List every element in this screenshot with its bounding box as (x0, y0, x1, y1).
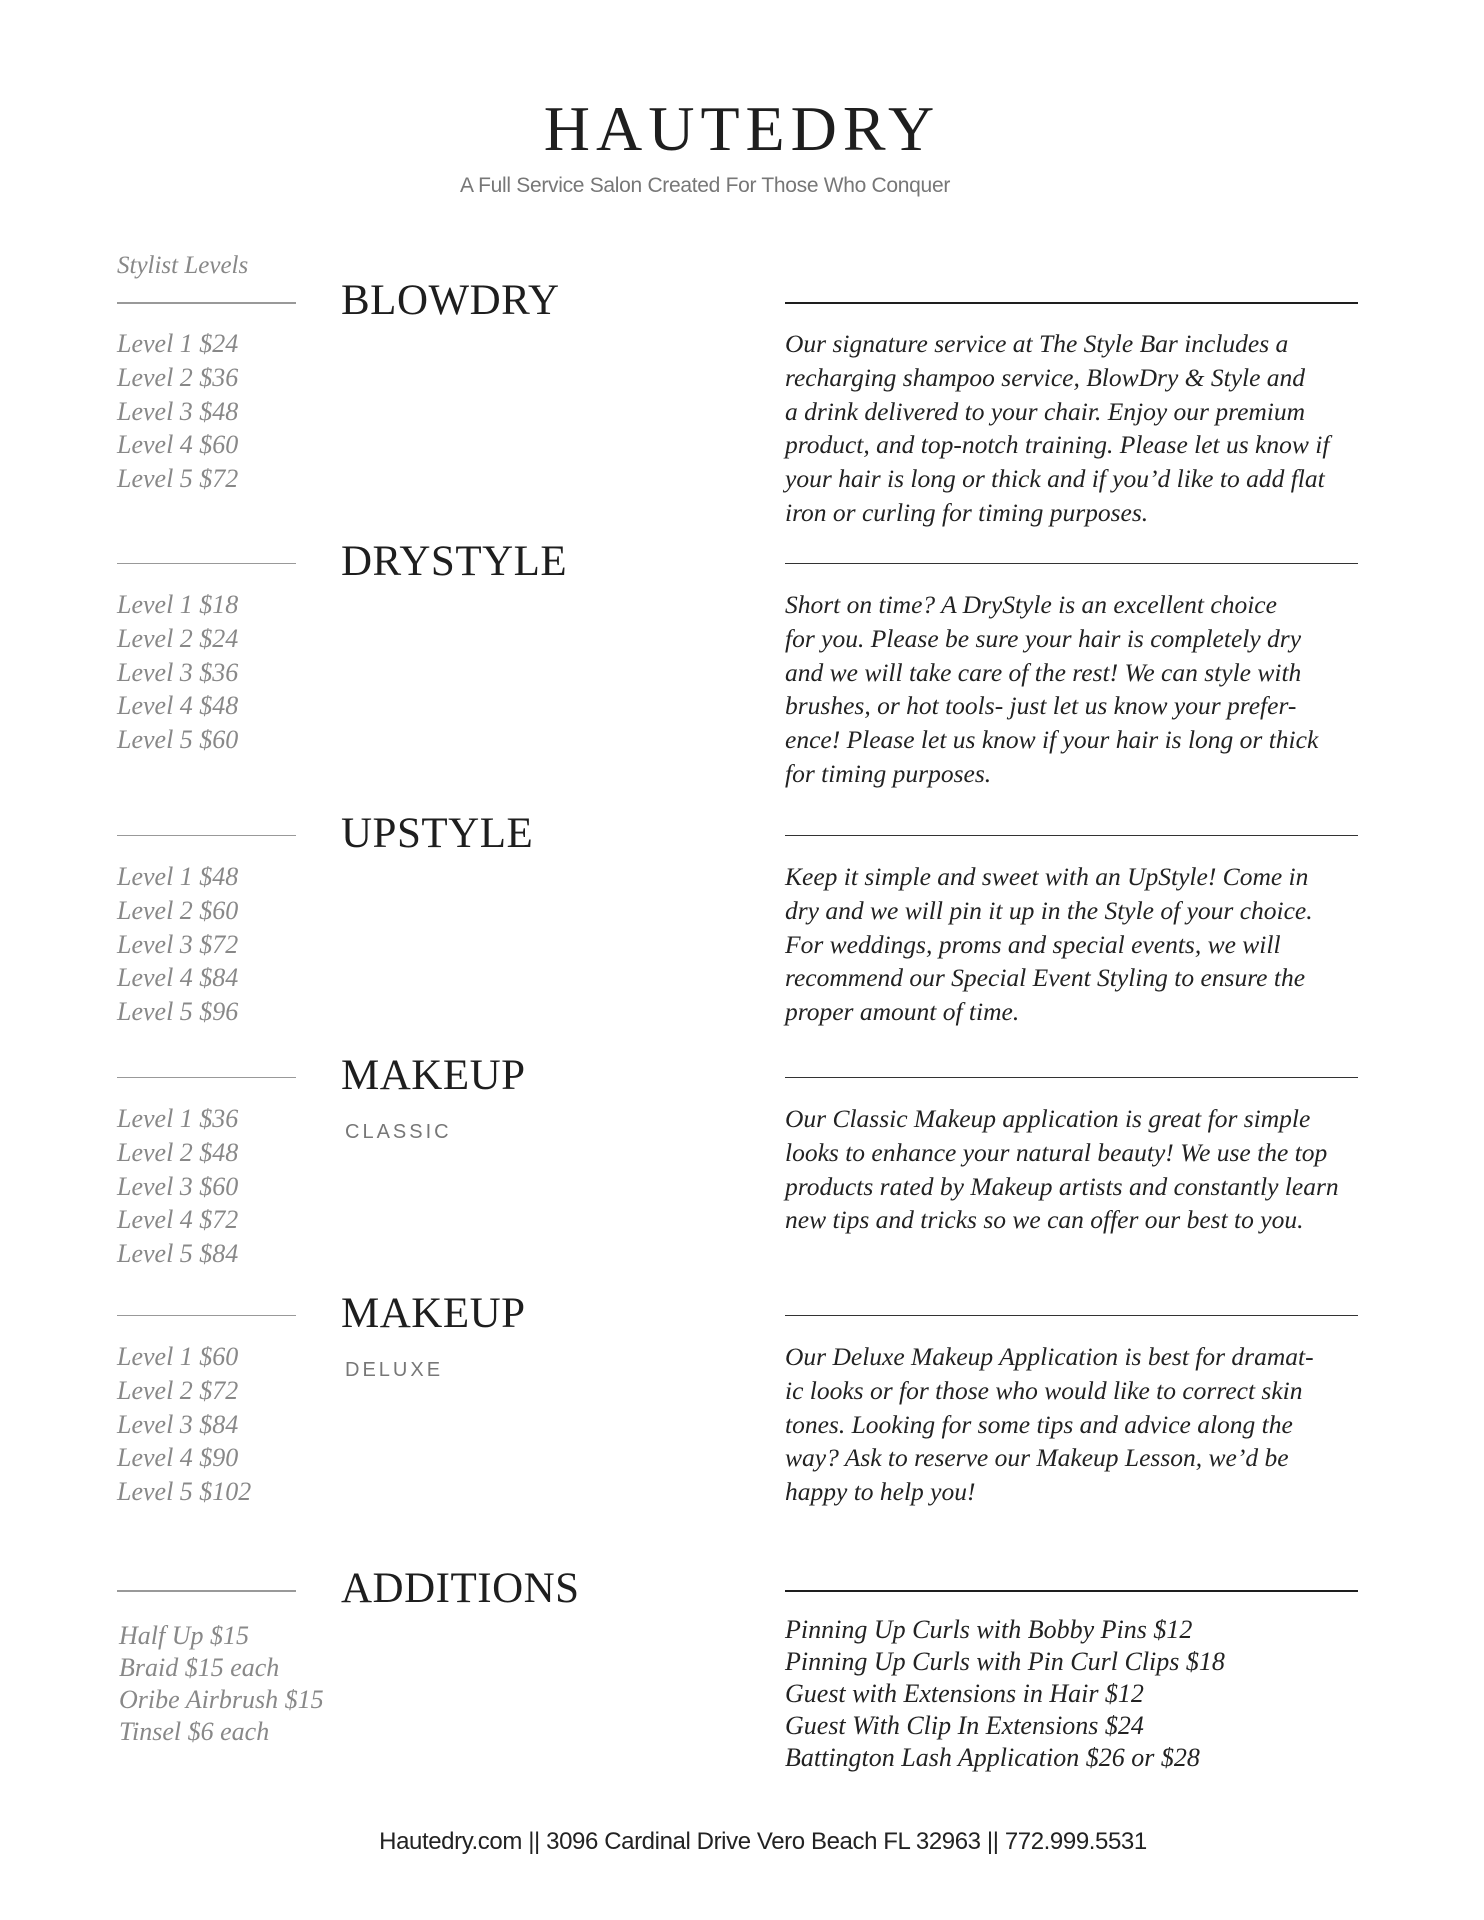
description-line: tones. Looking for some tips and advice along the (785, 1409, 1293, 1439)
price-level: Level 2 $36 (117, 362, 239, 392)
right-divider (785, 563, 1358, 564)
description-line: product, and top-notch training. Please let us know if (785, 430, 1330, 460)
price-level: Level 4 $90 (117, 1443, 239, 1473)
section-heading: UPSTYLE (341, 810, 534, 857)
description-line: For weddings, proms and special events, we will (785, 929, 1281, 959)
left-divider (117, 563, 296, 564)
additions-right-list (785, 1614, 1225, 1774)
price-level: Level 4 $60 (117, 430, 239, 460)
service-description (785, 1102, 1339, 1237)
service-section-makeup-classic (0, 1052, 1484, 1269)
price-levels (117, 588, 238, 757)
price-level: Level 3 $84 (117, 1409, 239, 1439)
price-level: Level 5 $84 (117, 1239, 239, 1269)
additions-section (0, 1565, 1484, 1772)
description-line: Keep it simple and sweet with an UpStyle! Come in (785, 862, 1309, 891)
description-line: proper amount of time. (785, 997, 1020, 1027)
addition-item: Guest With Clip In Extensions $24 (785, 1711, 1144, 1740)
left-divider (117, 302, 296, 304)
description-line: brushes, or hot tools- just let us know your prefer- (785, 691, 1297, 721)
price-level: Level 1 $36 (117, 1104, 239, 1133)
description-line: Our Deluxe Makeup Application is best for dramat- (785, 1342, 1314, 1371)
service-section-drystyle (0, 538, 1484, 788)
right-divider (785, 1590, 1358, 1592)
addition-item: Tinsel $6 each (119, 1717, 270, 1746)
brand-title: HAUTEDRY (543, 93, 941, 164)
description-line: recharging shampoo service, BlowDry & Style and (785, 362, 1306, 392)
description-line: iron or curling for timing purposes. (785, 497, 1149, 527)
addition-item: Oribe Airbrush $15 (119, 1685, 324, 1714)
addition-item: Half Up $15 (119, 1621, 249, 1650)
additions-left-list (119, 1620, 324, 1748)
description-line: Our signature service at The Style Bar includes a (785, 329, 1289, 358)
left-divider (117, 1077, 296, 1078)
service-section-blowdry (0, 277, 1484, 527)
price-level: Level 1 $48 (117, 862, 239, 891)
left-divider (117, 1590, 296, 1592)
price-level: Level 1 $60 (117, 1342, 239, 1371)
service-description (785, 327, 1329, 530)
description-line: Short on time? A DryStyle is an excellent choice (785, 590, 1277, 619)
price-levels (117, 1340, 251, 1509)
description-line: ic looks or for those who would like to correct skin (785, 1375, 1303, 1405)
section-subtitle: DELUXE (345, 1359, 444, 1381)
service-description (785, 588, 1318, 791)
description-line: dry and we will pin it up in the Style of your choice. (785, 895, 1313, 925)
footer-contact: Hautedry.com || 3096 Cardinal Drive Vero Beach FL 32963 || 772.999.5531 (379, 1828, 1147, 1855)
right-divider (785, 1077, 1358, 1078)
price-level: Level 2 $60 (117, 895, 239, 925)
price-levels (117, 1102, 238, 1271)
addition-item: Pinning Up Curls with Bobby Pins $12 (785, 1615, 1193, 1644)
description-line: your hair is long or thick and if you’d like to add flat (785, 464, 1325, 494)
right-divider (785, 1315, 1358, 1316)
description-line: new tips and tricks so we can offer our best to you. (785, 1205, 1304, 1235)
service-section-makeup-deluxe (0, 1290, 1484, 1507)
description-line: products rated by Makeup artists and constantly learn (785, 1171, 1339, 1201)
price-level: Level 4 $48 (117, 691, 239, 721)
left-divider (117, 1315, 296, 1316)
addition-item: Pinning Up Curls with Pin Curl Clips $18 (785, 1647, 1225, 1676)
price-level: Level 5 $72 (117, 464, 239, 494)
description-line: a drink delivered to your chair. Enjoy our premium (785, 396, 1306, 426)
description-line: happy to help you! (785, 1477, 976, 1507)
description-line: ence! Please let us know if your hair is long or thick (785, 725, 1319, 755)
section-heading: MAKEUP (341, 1052, 526, 1099)
section-heading: ADDITIONS (341, 1565, 580, 1612)
left-divider (117, 835, 296, 836)
section-heading: DRYSTYLE (341, 538, 568, 585)
addition-item: Guest with Extensions in Hair $12 (785, 1679, 1144, 1708)
price-level: Level 4 $72 (117, 1205, 239, 1235)
price-levels (117, 327, 238, 496)
price-level: Level 2 $72 (117, 1375, 239, 1405)
description-line: looks to enhance your natural beauty! We use the top (785, 1137, 1328, 1167)
service-section-upstyle (0, 810, 1484, 1027)
description-line: way? Ask to reserve our Makeup Lesson, we’d be (785, 1443, 1289, 1473)
addition-item: Braid $15 each (119, 1653, 280, 1682)
right-divider (785, 835, 1358, 836)
service-description (785, 1340, 1314, 1509)
description-line: for you. Please be sure your hair is completely dry (785, 623, 1302, 653)
right-divider (785, 302, 1358, 304)
price-level: Level 1 $24 (117, 329, 239, 358)
section-subtitle: CLASSIC (345, 1121, 452, 1143)
addition-item: Battington Lash Application $26 or $28 (785, 1743, 1200, 1772)
description-line: recommend our Special Event Styling to ensure the (785, 963, 1306, 993)
price-level: Level 5 $60 (117, 725, 239, 755)
tagline: A Full Service Salon Created For Those Who Conquer (459, 174, 951, 197)
price-level: Level 3 $60 (117, 1171, 239, 1201)
section-heading: MAKEUP (341, 1290, 526, 1337)
price-level: Level 4 $84 (117, 963, 239, 993)
price-levels (117, 860, 238, 1029)
section-heading: BLOWDRY (341, 277, 560, 324)
price-level: Level 5 $102 (117, 1477, 252, 1507)
price-level: Level 2 $24 (117, 623, 239, 653)
description-line: Our Classic Makeup application is great for simple (785, 1104, 1311, 1133)
price-level: Level 3 $36 (117, 657, 239, 687)
stylist-levels-label: Stylist Levels (117, 252, 249, 279)
description-line: and we will take care of the rest! We can style with (785, 657, 1302, 687)
price-level: Level 5 $96 (117, 997, 239, 1027)
service-description (785, 860, 1313, 1029)
price-level: Level 1 $18 (117, 590, 239, 619)
price-level: Level 3 $72 (117, 929, 239, 959)
price-level: Level 3 $48 (117, 396, 239, 426)
price-level: Level 2 $48 (117, 1137, 239, 1167)
description-line: for timing purposes. (785, 758, 992, 788)
